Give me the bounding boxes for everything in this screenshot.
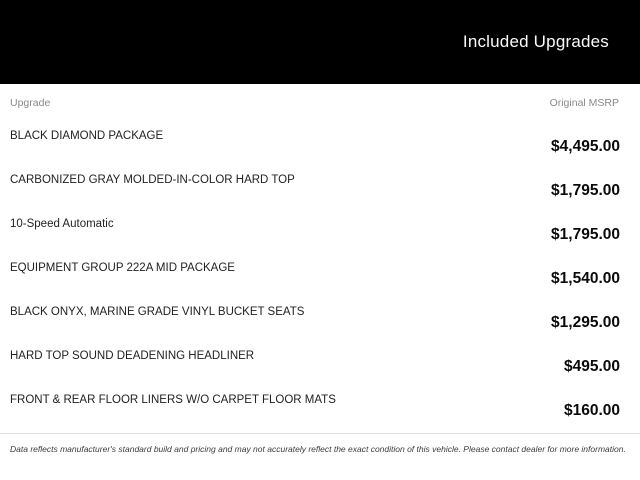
upgrade-label: FRONT & REAR FLOOR LINERS W/O CARPET FLOOR MATS [10, 394, 336, 406]
column-header-original-msrp: Original MSRP [549, 97, 619, 109]
page-title: Included Upgrades [462, 32, 609, 51]
upgrade-price: $495.00 [563, 358, 620, 375]
disclaimer-section [0, 433, 640, 454]
upgrade-price: $1,295.00 [551, 314, 620, 331]
upgrade-price: $1,795.00 [551, 226, 620, 243]
table-row [0, 386, 640, 430]
upgrade-label: HARD TOP SOUND DEADENING HEADLINER [10, 350, 255, 362]
disclaimer-text: Data reflects manufacturer's standard build and pricing and may not accurately reflect the exact condition of this vehicle. Please contact dealer for more information. [10, 444, 626, 454]
table-row [0, 254, 640, 298]
table-row [0, 166, 640, 210]
upgrade-label: CARBONIZED GRAY MOLDED-IN-COLOR HARD TOP [10, 174, 295, 186]
upgrade-price: $1,795.00 [551, 182, 620, 199]
upgrade-price: $160.00 [563, 402, 620, 419]
column-header-upgrade: Upgrade [10, 97, 51, 109]
table-row [0, 210, 640, 254]
table-row [0, 298, 640, 342]
upgrade-price: $4,495.00 [551, 138, 620, 155]
upgrade-label: BLACK DIAMOND PACKAGE [10, 130, 164, 142]
upgrade-price: $1,540.00 [551, 270, 620, 287]
upgrades-table [0, 122, 640, 430]
table-row [0, 122, 640, 166]
panel-header [0, 0, 640, 84]
table-row [0, 342, 640, 386]
upgrade-label: 10-Speed Automatic [10, 218, 114, 230]
upgrade-label: BLACK ONYX, MARINE GRADE VINYL BUCKET SEATS [10, 306, 305, 318]
upgrade-label: EQUIPMENT GROUP 222A MID PACKAGE [10, 262, 235, 274]
table-column-header-row [0, 84, 640, 122]
